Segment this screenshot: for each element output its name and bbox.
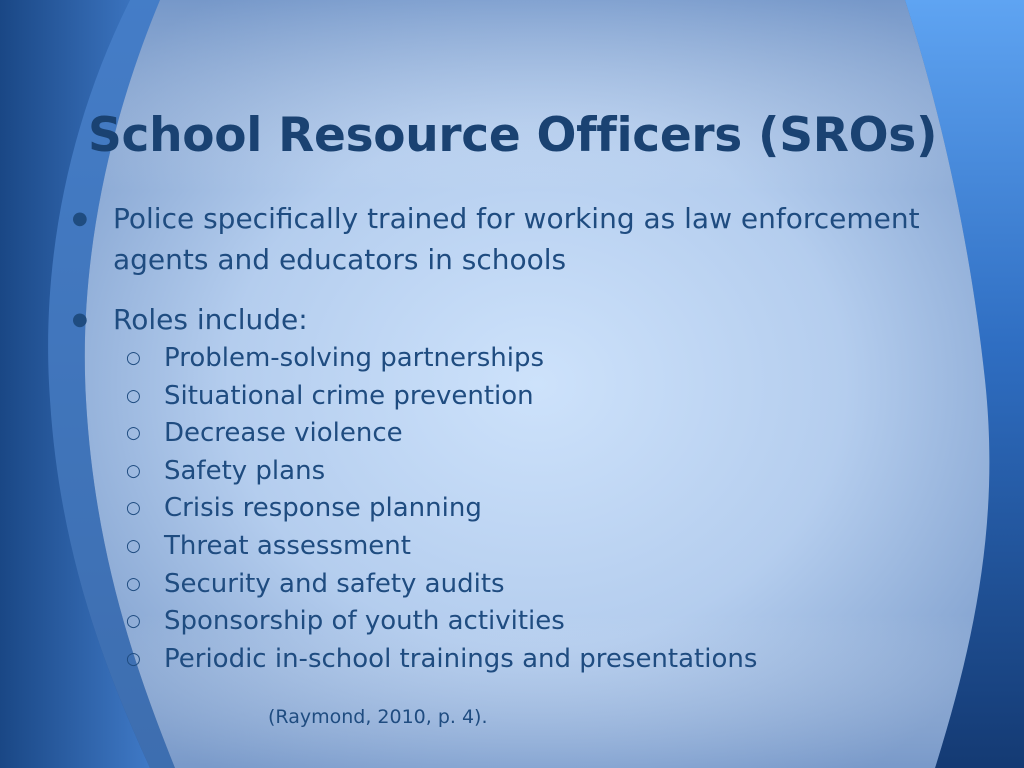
list-item xyxy=(72,453,932,491)
list-item xyxy=(72,490,932,528)
list-item-text: Periodic in-school trainings and presentations xyxy=(164,643,758,674)
list-item xyxy=(72,603,932,641)
slide-title: School Resource Officers (SROs) xyxy=(88,108,938,163)
bullet-item xyxy=(72,198,932,280)
circle-bullet-icon: ○ xyxy=(126,348,141,368)
bullet-text: Roles include: xyxy=(113,303,308,336)
bullet-dot-icon: ● xyxy=(72,309,88,330)
list-item xyxy=(72,340,932,378)
circle-bullet-icon: ○ xyxy=(126,460,141,481)
list-item-text: Safety plans xyxy=(164,455,326,486)
slide-body xyxy=(72,198,932,678)
roles-list xyxy=(72,340,932,678)
circle-bullet-icon: ○ xyxy=(126,498,141,519)
circle-bullet-icon: ○ xyxy=(126,648,141,669)
bullet-dot-icon: ● xyxy=(72,208,88,229)
list-item-text: Sponsorship of youth activities xyxy=(164,606,565,637)
list-item-text: Problem-solving partnerships xyxy=(164,343,544,373)
list-item xyxy=(72,566,932,604)
circle-bullet-icon: ○ xyxy=(126,385,141,406)
bullet-text: Police specifically trained for working as law enforcement agents and educators in schools xyxy=(113,202,920,276)
list-item-text: Threat assessment xyxy=(164,530,411,561)
list-item xyxy=(72,378,932,416)
list-item xyxy=(72,641,932,679)
circle-bullet-icon: ○ xyxy=(126,535,141,556)
list-item-text: Decrease violence xyxy=(164,418,403,449)
list-item-text: Crisis response planning xyxy=(164,493,482,524)
list-item xyxy=(72,528,932,566)
citation: (Raymond, 2010, p. 4). xyxy=(268,706,488,728)
circle-bullet-icon: ○ xyxy=(126,423,141,444)
list-item-text: Security and safety audits xyxy=(164,568,505,599)
circle-bullet-icon: ○ xyxy=(126,573,141,594)
circle-bullet-icon: ○ xyxy=(126,611,141,632)
list-item-text: Situational crime prevention xyxy=(164,380,534,411)
list-item xyxy=(72,415,932,453)
bullet-item xyxy=(72,299,932,340)
